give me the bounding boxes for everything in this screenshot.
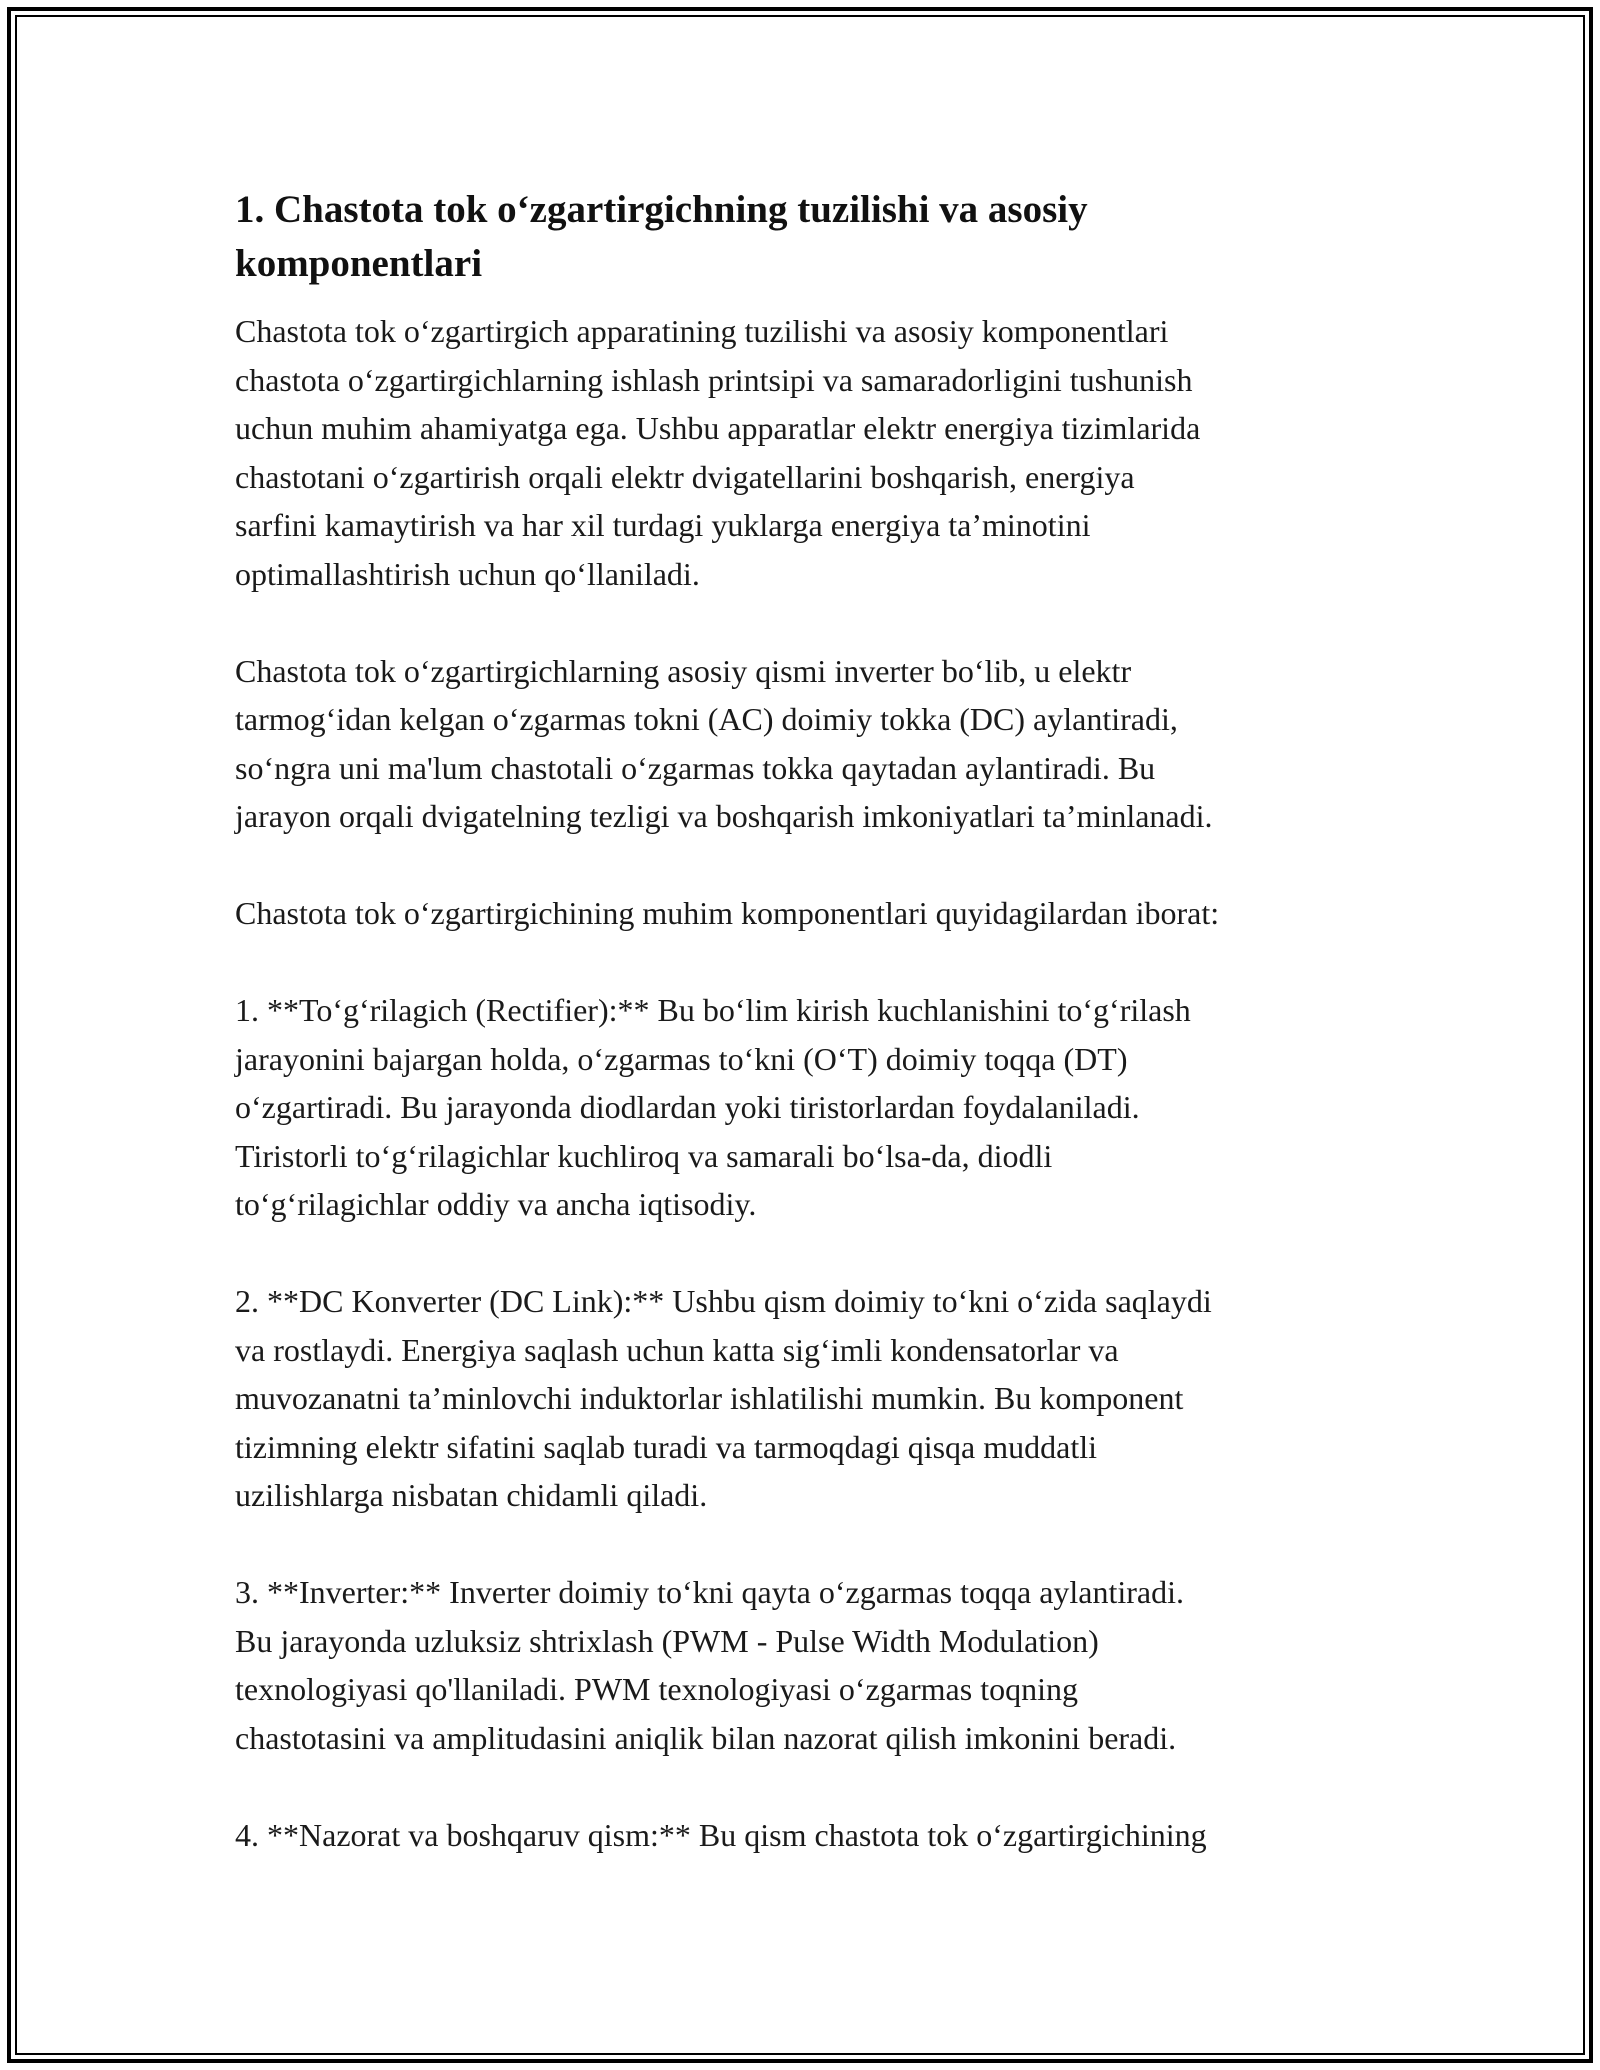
paragraph-inverter: Chastota tok o‘zgartirgichlarning asosiy qismi inverter bo‘lib, u elektr tarmog‘idan kelgan o‘zgarmas tokni (AC) doimiy tokka (DC) aylantiradi, so‘ngra uni ma'lum chastotali o‘zgarmas tokka qaytadan aylantiradi. Bu jarayon orqali dvigatelning tezligi va boshqarish imkoniyatlari ta’minlanadi. (235, 652, 1213, 834)
section-heading: 1. Chastota tok o‘zgartirgichning tuzilishi va asosiy komponentlari (235, 188, 1088, 285)
list-item-control: 4. **Nazorat va boshqaruv qism:** Bu qism chastota tok o‘zgartirgichining (235, 1816, 1207, 1853)
list-item-rectifier: 1. **To‘g‘rilagich (Rectifier):** Bu bo‘lim kirish kuchlanishini to‘g‘rilash jarayonini bajargan holda, o‘zgarmas to‘kni (O‘T) doimiy toqqa (DT) o‘zgartiradi. Bu jarayonda diodlardan yoki tiristorlardan foydalaniladi. Tiristorli to‘g‘rilagichlar kuchliroq va samarali bo‘lsa-da, diodli to‘g‘rilagichlar oddiy va ancha iqtisodiy. (235, 992, 1191, 1222)
list-item-dc-link: 2. **DC Konverter (DC Link):** Ushbu qism doimiy to‘kni o‘zida saqlaydi va rostlaydi. Energiya saqlash uchun katta sig‘imli kondensatorlar va muvozanatni ta’minlovchi induktorlar ishlatilishi mumkin. Bu komponent tizimning elektr sifatini saqlab turadi va tarmoqdagi qisqa muddatli uzilishlarga nisbatan chidamli qiladi. (235, 1283, 1212, 1513)
paragraph-components-intro: Chastota tok o‘zgartirgichining muhim komponentlari quyidagilardan iborat: (235, 895, 1220, 931)
document-body (235, 183, 1385, 1908)
paragraph-intro: Chastota tok o‘zgartirgich apparatining tuzilishi va asosiy komponentlari chastota o‘zgartirgichlarning ishlash printsipi va samaradorligini tushunish uchun muhim ahamiyatga ega. Ushbu apparatlar elektr energiya tizimlarida chastotani o‘zgartirish orqali elektr dvigatellarini boshqarish, energiya sarfini kamaytirish va har xil turdagi yuklarga energiya ta’minotini optimallashtirish uchun qo‘llaniladi. (235, 313, 1201, 592)
list-item-inverter: 3. **Inverter:** Inverter doimiy to‘kni qayta o‘zgarmas toqqa aylantiradi. Bu jarayonda uzluksiz shtrixlash (PWM - Pulse Width Modulation) texnologiyasi qo'llaniladi. PWM texnologiyasi o‘zgarmas toqning chastotasini va amplitudasini aniqlik bilan nazorat qilish imkonini beradi. (235, 1574, 1185, 1756)
